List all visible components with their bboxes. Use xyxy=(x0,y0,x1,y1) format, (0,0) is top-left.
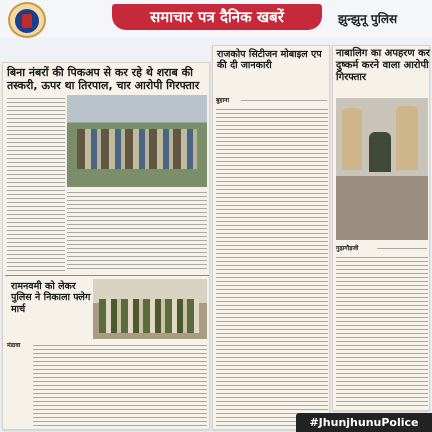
ramnavami-body-text xyxy=(33,342,207,428)
citizen-body-text xyxy=(216,106,328,426)
department-label: झुन्झुनू पुलिस xyxy=(338,12,398,26)
kidnap-body-text xyxy=(336,254,428,408)
hashtag-label: #JhunjhunuPolice xyxy=(296,413,432,432)
clipping-right xyxy=(332,45,430,411)
pickup-body-text xyxy=(7,95,65,271)
ramnavami-photo xyxy=(93,279,207,339)
pickup-body-text-2 xyxy=(67,189,207,271)
ramnavami-dateline: मंडावा xyxy=(7,342,21,349)
ramnavami-headline: रामनवमी को लेकर पुलिस ने निकाला फ्लेग मार्च xyxy=(11,281,91,315)
divider xyxy=(5,275,209,276)
citizen-body-text-1 xyxy=(241,97,327,103)
pickup-headline: बिना नंबरों की पिकअप से कर रहे थे शराब की तस्करी, ऊपर था तिरपाल, चार आरोपी गिरफ्तार xyxy=(7,66,200,93)
citizen-dateline: बुहाना xyxy=(216,97,230,104)
clipping-middle xyxy=(212,45,330,430)
kidnap-body-text-1 xyxy=(377,245,427,251)
page-title: समाचार पत्र दैनिक खबरें xyxy=(112,4,322,30)
pickup-photo xyxy=(67,95,207,187)
police-logo-icon xyxy=(8,2,46,38)
kidnap-photo xyxy=(336,98,428,240)
kidnap-headline: नाबालिग का अपहरण कर दुष्कर्म करने वाला आरोपी गिरफ्तार xyxy=(336,48,430,83)
clipping-left xyxy=(2,62,210,430)
citizen-headline: राजकोप सिटीजन मोबाइल एप की दी जानकारी xyxy=(217,49,322,72)
kidnap-dateline: गुढ़ागौड़जी xyxy=(336,245,359,252)
